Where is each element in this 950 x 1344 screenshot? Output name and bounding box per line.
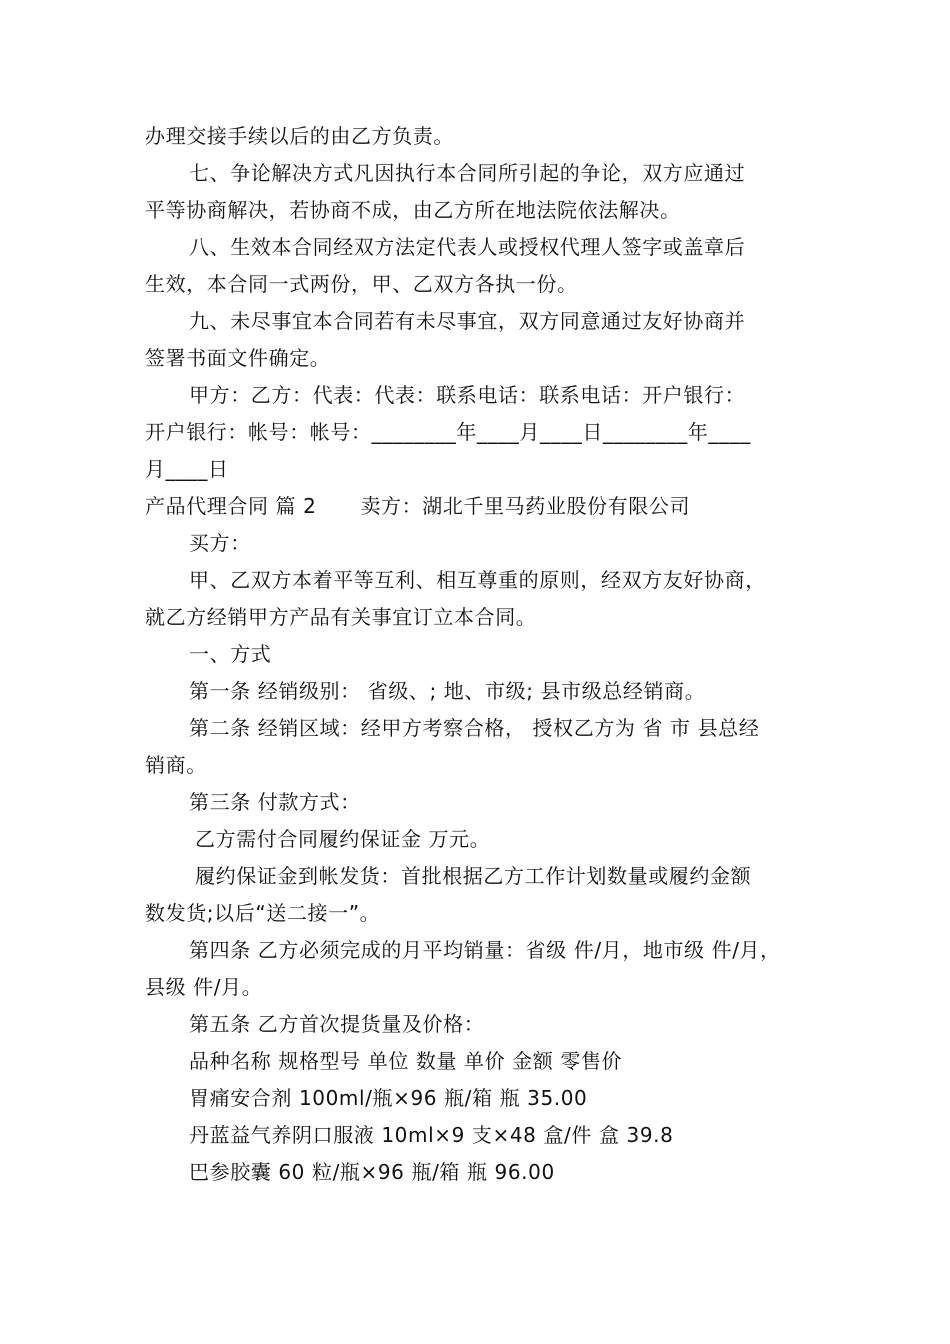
paragraph-line: 就乙方经销甲方产品有关事宜订立本合同。 (145, 605, 537, 629)
subheading-line: 一、方式 (189, 642, 272, 666)
product-line: 胃痛安合剂 100ml/瓶×96 瓶/箱 瓶 35.00 (189, 1086, 588, 1110)
article-three-line: 第三条 付款方式： (189, 790, 361, 814)
section-heading-line (145, 488, 815, 525)
paragraph-line: 数发货;以后“送二接一”。 (145, 901, 381, 925)
paragraph-line: 生效，本合同一式两份，甲、乙双方各执一份。 (145, 272, 578, 296)
paragraph-line: 县级 件/月。 (145, 975, 263, 999)
product-line: 巴参胶囊 60 粒/瓶×96 瓶/箱 瓶 96.00 (189, 1160, 555, 1184)
paragraph-line: 乙方需付合同履约保证金 万元。 (195, 827, 491, 851)
clause-seven-line: 七、争论解决方式凡因执行本合同所引起的争论，双方应通过 (189, 161, 746, 185)
product-header-line: 品种名称 规格型号 单位 数量 单价 金额 零售价 (189, 1049, 623, 1073)
document-body (145, 118, 815, 1191)
article-one-line: 第一条 经销级别： 省级、; 地、市级; 县市级总经销商。 (189, 679, 706, 703)
section-title: 产品代理合同 篇 2 (145, 494, 317, 518)
buyer-line: 买方： (189, 531, 251, 555)
paragraph-line: 平等协商解决，若协商不成，由乙方所在地法院依法解决。 (145, 198, 681, 222)
signature-fields-line: 甲方：乙方：代表：代表：联系电话：联系电话：开户银行： (189, 383, 746, 407)
clause-nine-line: 九、未尽事宜本合同若有未尽事宜，双方同意通过友好协商并 (189, 309, 746, 333)
seller-line: 卖方：湖北千里马药业股份有限公司 (360, 494, 691, 518)
paragraph-line: 履约保证金到帐发货：首批根据乙方工作计划数量或履约金额 (195, 864, 752, 888)
article-five-line: 第五条 乙方首次提货量及价格： (189, 1012, 485, 1036)
product-line: 丹蓝益气养阴口服液 10ml×9 支×48 盒/件 盒 39.8 (189, 1123, 674, 1147)
paragraph-line: 销商。 (145, 753, 207, 777)
article-four-line: 第四条 乙方必须完成的月平均销量：省级 件/月，地市级 件/月， (189, 938, 781, 962)
article-two-line: 第二条 经销区域：经甲方考察合格， 授权乙方为 省 市 县总经 (189, 716, 760, 740)
clause-eight-line: 八、生效本合同经双方法定代表人或授权代理人签字或盖章后 (189, 235, 746, 259)
paragraph-line: 签署书面文件确定。 (145, 346, 331, 370)
signature-fields-line: 开户银行：帐号：帐号：________年____月____日________年____ (145, 420, 751, 444)
signature-fields-line: 月____日 (145, 457, 229, 481)
paragraph-line: 办理交接手续以后的由乙方负责。 (145, 124, 454, 148)
paragraph-line: 甲、乙双方本着平等互利、相互尊重的原则，经双方友好协商， (189, 568, 766, 592)
